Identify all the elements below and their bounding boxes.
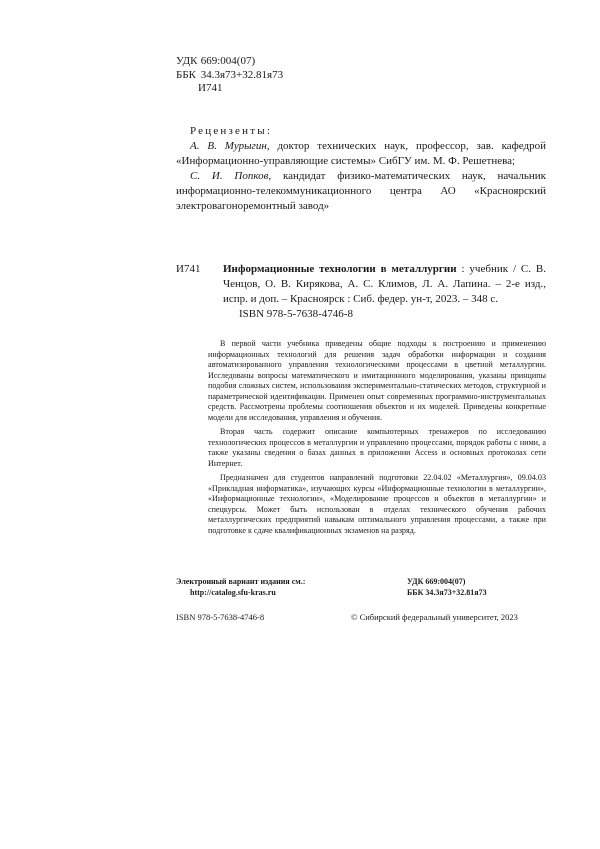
- footer-udk: УДК 669:004(07): [407, 577, 466, 586]
- footer-isbn: ISBN 978-5-7638-4746-8: [176, 612, 265, 622]
- reviewer-2: [176, 169, 546, 214]
- reviewers-block: [176, 124, 546, 214]
- reviewer-1: [176, 139, 546, 169]
- biblio-description: [223, 262, 546, 307]
- biblio-isbn: ISBN 978-5-7638-4746-8: [239, 308, 353, 320]
- reviewer-2-name: С. И. Попков: [190, 170, 269, 182]
- abstract-block: [208, 339, 546, 540]
- biblio-details: : учебник / С. В. Ченцов, О. В. Кирякова, А. С. Климов, Л. А. Лапина. – 2-е изд., испр. и доп. – Красноярск : Сиб. федер. ун-т, 2023. – 348 с.: [223, 263, 546, 305]
- reviewer-1-text: , доктор технических наук, профессор, зав. кафедрой «Информационно-управляющие системы» СибГУ им. М. Ф. Решетнева;: [176, 140, 546, 167]
- abstract-paragraph-2: Вторая часть содержит описание компьютерных тренажеров по исследованию технологических процессов в металлургии и управлению процессами, порядок работы с ними, а также указаны сведения о базах данных в приложении Access и основных протоколах сети Интернет.: [208, 427, 546, 468]
- footer-classification: [407, 576, 487, 598]
- book-title: Информационные технологии в металлургии: [223, 263, 457, 275]
- bibliographic-record: [176, 262, 546, 322]
- udk-key: УДК: [176, 55, 198, 67]
- ebook-label: Электронный вариант издания см.:: [176, 577, 306, 586]
- copyright-notice: © Сибирский федеральный университет, 2023: [351, 612, 518, 622]
- footer-bbk: ББК 34.3я73+32.81я73: [407, 588, 487, 597]
- author-mark: И741: [198, 82, 223, 94]
- reviewer-2-text: , кандидат физико-математических наук, начальник информационно-телекоммуникационного центра АО «Красноярский электровагоноремонтный завод»: [176, 170, 546, 212]
- classification-block: [176, 55, 283, 96]
- bbk-row: [176, 69, 283, 83]
- bbk-key: ББК: [176, 68, 196, 81]
- ebook-url[interactable]: http://catalog.sfu-kras.ru: [190, 588, 276, 597]
- abstract-paragraph-3: Предназначен для студентов направлений подготовки 22.04.02 «Металлургия», 09.04.03 «Прикладная информатика», изучающих курсы «Информационные технологии в металлургии», «Информационные технологии», «Моделирование процессов и объектов в металлургии» и спецкурсы. Может быть использован в отделах технического обучения рабочих металлургических предприятий навыкам оптимального управления процессами, а также при подготовке к сдаче квалификационных экзаменов на разряд.: [208, 473, 546, 535]
- biblio-code: И741: [176, 263, 201, 275]
- udk-row: [176, 55, 283, 69]
- udk-value: 669:004(07): [200, 55, 256, 67]
- abstract-paragraph-1: В первой части учебника приведены общие подходы к построению и применению информационных технологий для решения задач обработки информации и создания автоматизированного управления технологическими процессами в цветной металлургии. Исследованы вопросы математического и имитационного моделирования, указаны принципы подобия сложных систем, использования экспериментально-статических методов, структурной и параметрической идентификации. Применен опыт современных программно-инструментальных средств. Рассмотрены проблемы соотношения объектов и их моделей. Приведены конкретные модели для исследования, управления и обучения.: [208, 339, 546, 422]
- reviewers-header: Рецензенты:: [190, 125, 273, 137]
- reviewer-1-name: А. В. Мурыгин: [190, 140, 267, 152]
- bbk-value: 34.3я73+32.81я73: [200, 68, 284, 81]
- ebook-info: [176, 576, 305, 598]
